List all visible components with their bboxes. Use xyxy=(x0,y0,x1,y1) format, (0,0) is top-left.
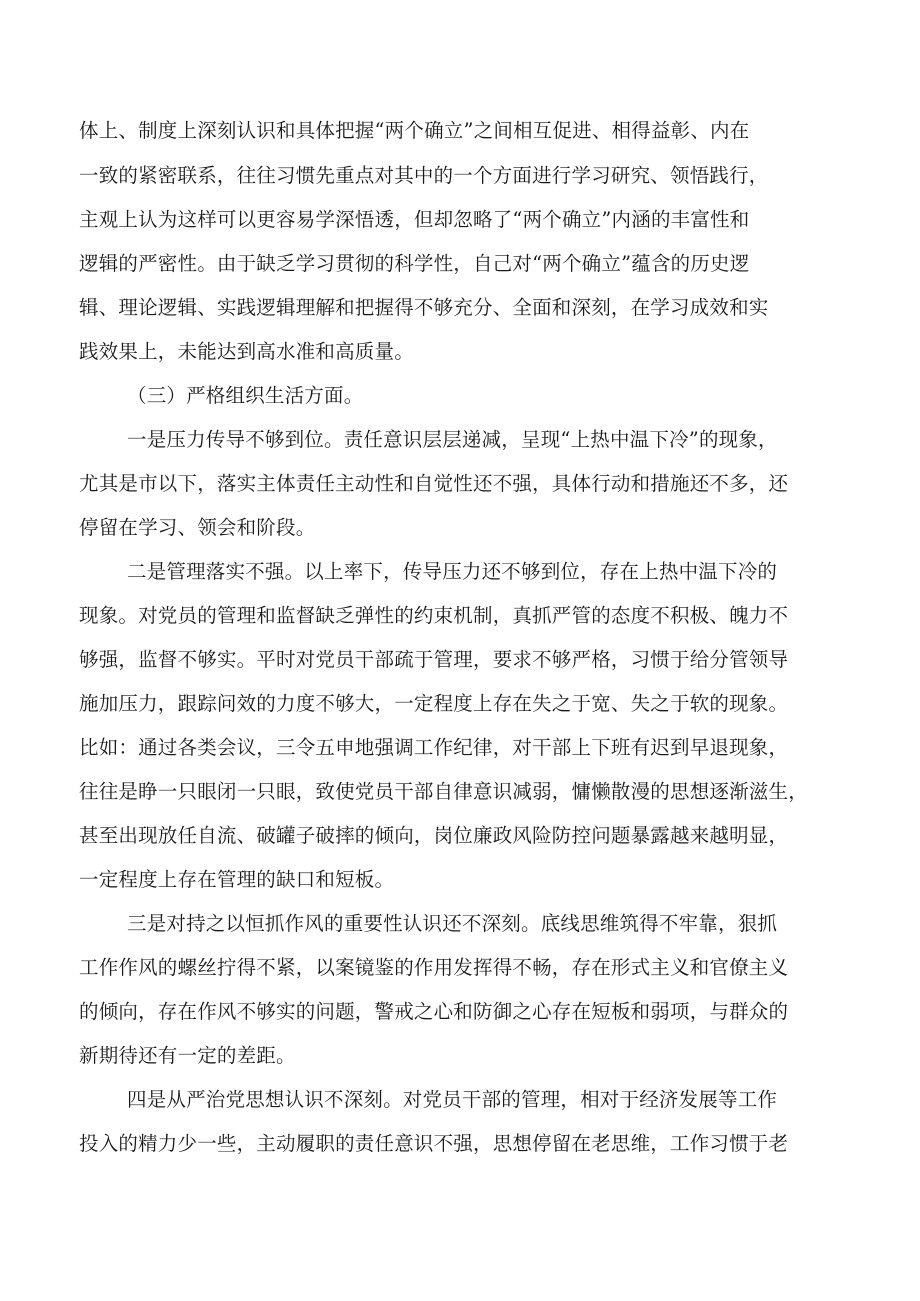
text-line-19: 三是对持之以恒抓作风的重要性认识还不深刻。底线思维筑得不牢靠，狠抓 xyxy=(127,912,778,935)
text-line-15: 比如：通过各类会议，三令五申地强调工作纪律，对干部上下班有迟到早退现象， xyxy=(79,736,789,759)
text-line-22: 新期待还有一定的差距。 xyxy=(79,1044,296,1067)
text-line-20: 工作作风的螺丝拧得不紧，以案镜鉴的作用发挥得不畅，存在形式主义和官僚主义 xyxy=(79,956,789,979)
text-line-14: 施加压力，跟踪问效的力度不够大，一定程度上存在失之于宽、失之于软的现象。 xyxy=(79,692,789,715)
text-line-18: 一定程度上存在管理的缺口和短板。 xyxy=(79,868,395,891)
text-line-17: 甚至出现放任自流、破罐子破摔的倾向，岗位廉政风险防控问题暴露越来越明显， xyxy=(79,824,789,847)
text-line-21: 的倾向，存在作风不够实的问题，警戒之心和防御之心存在短板和弱项，与群众的 xyxy=(79,1000,789,1023)
text-line-24: 投入的精力少一些，主动履职的责任意识不强，思想停留在老思维，工作习惯于老 xyxy=(79,1132,789,1155)
text-line-3: 主观上认为这样可以更容易学深悟透，但却忽略了“两个确立”内涵的丰富性和 xyxy=(79,208,750,231)
text-line-8: 一是压力传导不够到位。责任意识层层递减，呈现“上热中温下冷”的现象， xyxy=(127,428,778,451)
text-line-12: 现象。对党员的管理和监督缺乏弹性的约束机制，真抓严管的态度不积极、魄力不 xyxy=(79,604,789,627)
text-line-2: 一致的紧密联系，往往习惯先重点对其中的一个方面进行学习研究、领悟践行， xyxy=(79,164,769,187)
text-line-5: 辑、理论逻辑、实践逻辑理解和把握得不够充分、全面和深刻，在学习成效和实 xyxy=(79,296,769,319)
text-line-4: 逻辑的严密性。由于缺乏学习贯彻的科学性，自己对“两个确立”蕴含的历史逻 xyxy=(79,252,750,275)
section-heading: （三）严格组织生活方面。 xyxy=(127,384,364,407)
text-line-11: 二是管理落实不强。以上率下，传导压力还不够到位，存在上热中温下冷的 xyxy=(127,560,778,583)
text-line-13: 够强，监督不够实。平时对党员干部疏于管理，要求不够严格，习惯于给分管领导 xyxy=(79,648,789,671)
text-line-1: 体上、制度上深刻认识和具体把握“两个确立”之间相互促进、相得益彰、内在 xyxy=(79,119,750,142)
text-line-23: 四是从严治党思想认识不深刻。对党员干部的管理，相对于经济发展等工作 xyxy=(127,1088,778,1111)
text-line-6: 践效果上，未能达到高水准和高质量。 xyxy=(79,340,414,363)
text-line-10: 停留在学习、领会和阶段。 xyxy=(79,516,316,539)
text-line-9: 尤其是市以下，落实主体责任主动性和自觉性还不强，具体行动和措施还不多，还 xyxy=(79,472,789,495)
text-line-16: 往往是睁一只眼闭一只眼，致使党员干部自律意识减弱，慵懒散漫的思想逐渐滋生， xyxy=(79,780,808,803)
